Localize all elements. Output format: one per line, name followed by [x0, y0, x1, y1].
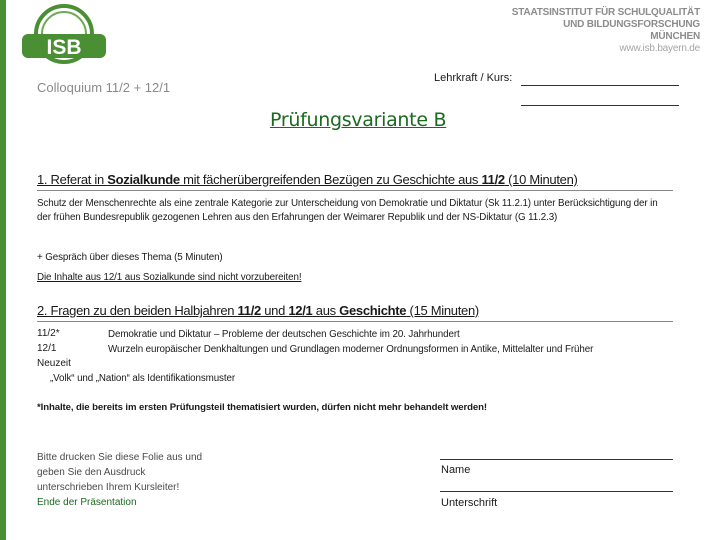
- print-note-line-1: Bitte drucken Sie diese Folie aus und: [37, 452, 203, 463]
- teacher-course-line-1: [521, 85, 679, 86]
- section-1-note: Die Inhalte aus 12/1 aus Sozialkunde sind nicht vorzubereiten!: [37, 272, 302, 283]
- print-note-line-3: unterschrieben Ihrem Kursleiter!: [37, 482, 180, 493]
- teacher-course-line-2: [521, 105, 679, 106]
- section-1-talk: + Gespräch über dieses Thema (5 Minuten): [37, 252, 223, 263]
- section-2-divider: [37, 321, 673, 322]
- section-2-head-aus: aus: [312, 303, 340, 318]
- logo-text: ISB: [46, 36, 82, 59]
- institute-url: www.isb.bayern.de: [619, 43, 700, 54]
- section-1-head-post: (10 Minuten): [504, 172, 578, 187]
- term-tag-11-2: 11/2*: [37, 328, 60, 339]
- signature-line: [440, 491, 673, 492]
- institute-line-3: MÜNCHEN: [650, 31, 700, 42]
- section-1-head-subject: Sozialkunde: [107, 172, 180, 187]
- name-line: [440, 459, 673, 460]
- print-note: [37, 450, 227, 510]
- term-tag-12-1: 12/1: [37, 343, 57, 354]
- colloquium-label: Colloquium 11/2 + 12/1: [37, 80, 171, 95]
- term-text-12-1: Wurzeln europäischer Denkhaltungen und Grundlagen moderner Ordnungsformen in Antike, Mittelalter und Früher: [108, 344, 594, 355]
- name-label: Name: [441, 464, 471, 476]
- term-extra: „Volk“ und „Nation“ als Identifikationsmuster: [50, 373, 235, 384]
- section-2-head-pre: 2. Fragen zu den beiden Halbjahren: [37, 303, 238, 318]
- section-2-head-post: (15 Minuten): [406, 303, 479, 318]
- isb-logo-graphic: [18, 4, 110, 66]
- section-1-head-term: 11/2: [481, 172, 505, 187]
- institute-line-2: UND BILDUNGSFORSCHUNG: [563, 19, 700, 30]
- print-note-line-2: geben Sie den Ausdruck: [37, 467, 146, 478]
- section-2-footnote: *Inhalte, die bereits im ersten Prüfungsteil thematisiert wurden, dürfen nicht mehr behandelt werden!: [37, 402, 487, 413]
- section-1-divider: [37, 190, 673, 191]
- section-2-head-t2: 12/1: [288, 303, 313, 318]
- institute-line-1: STAATSINSTITUT FÜR SCHULQUALITÄT: [511, 7, 700, 18]
- teacher-course-label: Lehrkraft / Kurs:: [434, 72, 513, 84]
- section-2-head-and: und: [260, 303, 289, 318]
- institute-header: [512, 7, 700, 55]
- left-accent-bar: [0, 0, 6, 540]
- term-text-11-2: Demokratie und Diktatur – Probleme der deutschen Geschichte im 20. Jahrhundert: [108, 329, 460, 340]
- section-1-body: Schutz der Menschenrechte als eine zentrale Kategorie zur Unterscheidung von Demokratie und Diktatur (Sk 11.2.1) unter Berücksichtigung der in der frühen Bundesrepublik gezogenen Lehren aus den Erfahrungen der Weimarer Republik und der NS-Diktatur (G 11.2.3): [37, 198, 658, 223]
- page-title: Prüfungsvariante B: [270, 109, 447, 131]
- signature-label: Unterschrift: [441, 497, 498, 509]
- section-1-head-pre: 1. Referat in: [37, 172, 108, 187]
- term-tag-neuzeit: Neuzeit: [37, 358, 71, 369]
- section-2-head-subject: Geschichte: [339, 303, 407, 318]
- section-1-heading: [37, 172, 578, 187]
- section-1-head-mid: mit fächerübergreifenden Bezügen zu Geschichte aus: [179, 172, 482, 187]
- section-2-head-t1: 11/2: [237, 303, 261, 318]
- end-of-presentation: Ende der Präsentation: [37, 497, 137, 508]
- isb-logo: [18, 4, 110, 66]
- section-2-heading: [37, 303, 479, 318]
